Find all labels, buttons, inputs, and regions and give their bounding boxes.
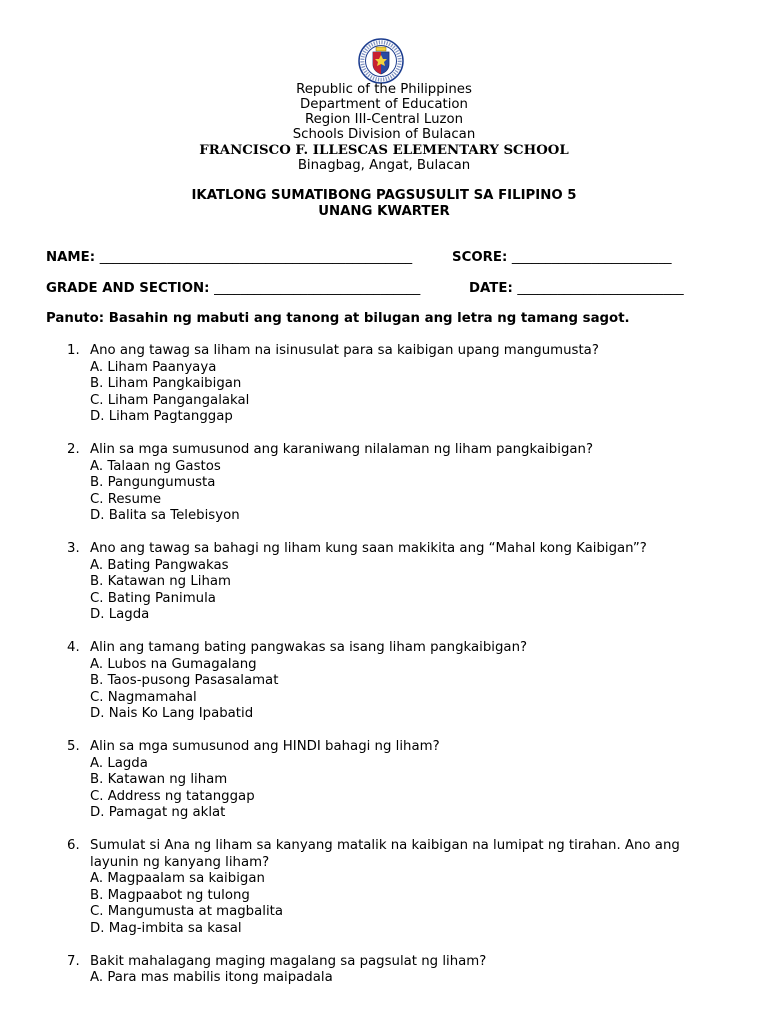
question-number: 3.: [67, 541, 80, 556]
name-field: [46, 250, 412, 265]
question-number: 6.: [67, 838, 80, 853]
date-blank-line: _________________________: [517, 281, 684, 296]
answer-option[interactable]: C. Address ng tatanggap: [90, 788, 255, 804]
question-item: [0, 541, 768, 624]
question-item: [0, 640, 768, 723]
answer-option[interactable]: D. Lagda: [90, 607, 150, 622]
header-school-name: FRANCISCO F. ILLESCAS ELEMENTARY SCHOOL: [199, 143, 569, 158]
answer-option[interactable]: D. Liham Pagtanggap: [90, 409, 233, 424]
question-item: [0, 442, 768, 525]
score-blank-line: ________________________: [511, 250, 672, 265]
answer-option[interactable]: C. Bating Panimula: [90, 590, 216, 606]
date-field: [469, 281, 684, 296]
answer-option[interactable]: C. Liham Pangangalakal: [90, 392, 250, 408]
question-item: [0, 838, 768, 937]
name-blank-line: _______________________________________________: [99, 250, 413, 265]
answer-option[interactable]: B. Katawan ng liham: [90, 772, 228, 787]
question-text: Sumulat si Ana ng liham sa kanyang matalik na kaibigan na lumipat ng tirahan. Ano ang layunin ng kanyang liham?: [90, 838, 680, 870]
deped-seal-logo: [349, 38, 413, 84]
answer-option[interactable]: A. Bating Pangwakas: [90, 557, 229, 573]
question-number: 4.: [67, 640, 80, 655]
question-text: Alin sa mga sumusunod ang HINDI bahagi ng liham?: [90, 739, 440, 754]
question-text: Bakit mahalagang maging magalang sa pagsulat ng liham?: [90, 953, 487, 969]
answer-option[interactable]: A. Lagda: [90, 755, 148, 771]
question-text: Ano ang tawag sa liham na isinusulat para sa kaibigan upang mangumusta?: [90, 343, 599, 358]
question-number: 5.: [67, 739, 80, 754]
question-text: Ano ang tawag sa bahagi ng liham kung saan makikita ang “Mahal kong Kaibigan”?: [90, 541, 647, 556]
question-text: Alin ang tamang bating pangwakas sa isang liham pangkaibigan?: [90, 640, 528, 655]
answer-option[interactable]: B. Pangungumusta: [90, 475, 216, 490]
question-item: [0, 954, 768, 987]
answer-option[interactable]: C. Mangumusta at magbalita: [90, 904, 284, 919]
question-text: Alin sa mga sumusunod ang karaniwang nilalaman ng liham pangkaibigan?: [90, 442, 594, 457]
answer-option[interactable]: D. Nais Ko Lang Ipabatid: [90, 706, 254, 721]
header-division: Schools Division of Bulacan: [292, 127, 476, 142]
answer-option[interactable]: C. Resume: [90, 491, 162, 507]
grade-section-field: [46, 281, 420, 296]
answer-option[interactable]: B. Taos-pusong Pasasalamat: [90, 673, 279, 688]
exam-subtitle: UNANG KWARTER: [318, 204, 450, 219]
date-label: DATE:: [469, 281, 513, 296]
answer-option[interactable]: D. Balita sa Telebisyon: [90, 508, 240, 523]
question-item: [0, 343, 768, 426]
answer-option[interactable]: D. Pamagat ng aklat: [90, 805, 226, 820]
instructions: Panuto: Basahin ng mabuti ang tanong at bilugan ang letra ng tamang sagot.: [46, 311, 630, 326]
question-list: [0, 343, 768, 1003]
question-number: 7.: [67, 953, 80, 969]
answer-option[interactable]: B. Magpaabot ng tulong: [90, 887, 250, 903]
question-number: 2.: [67, 442, 80, 457]
header-school-address: Binagbag, Angat, Bulacan: [297, 158, 471, 173]
answer-option[interactable]: A. Magpaalam sa kaibigan: [90, 871, 265, 886]
answer-option[interactable]: A. Para mas mabilis itong maipadala: [90, 970, 333, 985]
answer-option[interactable]: A. Lubos na Gumagalang: [90, 656, 257, 672]
answer-option[interactable]: D. Mag-imbita sa kasal: [90, 920, 242, 936]
score-field: [452, 250, 671, 265]
score-label: SCORE:: [452, 250, 508, 265]
answer-option[interactable]: B. Katawan ng Liham: [90, 574, 231, 589]
answer-option[interactable]: B. Liham Pangkaibigan: [90, 376, 242, 391]
question-item: [0, 739, 768, 822]
question-number: 1.: [67, 343, 80, 358]
header-republic: Republic of the Philippines: [296, 82, 472, 97]
answer-option[interactable]: A. Liham Paanyaya: [90, 359, 217, 375]
exam-title: IKATLONG SUMATIBONG PAGSUSULIT SA FILIPINO 5: [191, 188, 577, 203]
header-region: Region III-Central Luzon: [304, 112, 464, 127]
answer-option[interactable]: A. Talaan ng Gastos: [90, 458, 221, 474]
header-department: Department of Education: [300, 97, 468, 112]
grade-section-label: GRADE AND SECTION:: [46, 281, 210, 296]
name-label: NAME:: [46, 250, 96, 265]
grade-section-blank-line: _______________________________: [214, 281, 421, 296]
answer-option[interactable]: C. Nagmamahal: [90, 689, 197, 705]
